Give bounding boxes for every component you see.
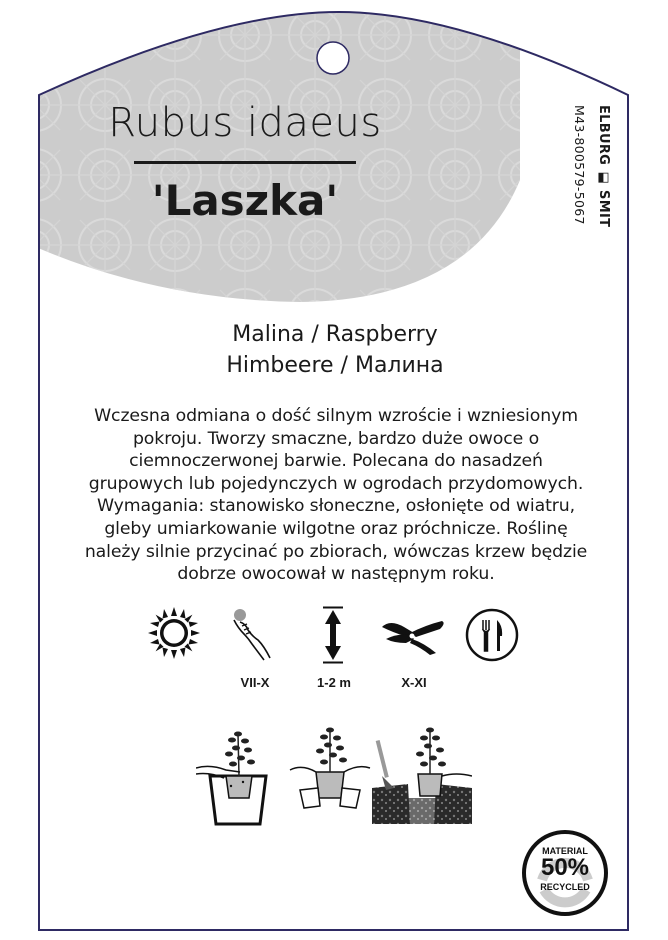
description-line: ciemnoczerwonej barwie. Polecana do nasadzeń [129, 451, 543, 472]
title-divider [134, 161, 356, 164]
height-arrow-icon [320, 606, 346, 664]
description [58, 405, 614, 586]
description-line: Wymagania: stanowisko słoneczne, osłonięte od wiatru, [96, 496, 576, 517]
common-name-line: Himbeere / Малина [226, 353, 444, 378]
cultivar-name: 'Laszka' [151, 176, 339, 225]
plant-in-soil-icon [372, 718, 472, 826]
harvest-caption: VII-X [240, 675, 270, 690]
description-line: grupowych lub pojedynczych w ogrodach przydomowych. [88, 473, 584, 494]
hand-picking-fruit-icon [230, 606, 278, 664]
height-caption: 1-2 m [317, 675, 351, 690]
description-line: pokroju. Tworzy smaczne, bardzo duże owoce o [132, 428, 540, 449]
badge-line: RECYCLED [540, 882, 590, 892]
latin-name: Rubus idaeus [108, 100, 382, 146]
description-line: Wczesna odmiana o dość silnym wzroście i wzniesionym [94, 406, 578, 426]
description-line: gleby umiarkowanie wilgotne oraz próchnicze. Roślinę [104, 518, 568, 539]
brand-name: ELBURG ◧ SMIT [596, 105, 611, 228]
product-code: M43-800579-5067 [572, 105, 587, 225]
hang-hole [317, 42, 349, 74]
pruning-shears-icon [380, 615, 448, 655]
description-line: dobrze owocował w następnym roku. [177, 564, 495, 585]
fork-knife-icon [465, 608, 519, 662]
remove-pot-icon [288, 720, 372, 826]
description-line: należy silnie przycinać po zbiorach, wówczas krzew będzie [84, 541, 588, 562]
badge-line: MATERIAL [542, 846, 588, 856]
pruning-caption: X-XI [401, 675, 427, 690]
soak-pot-icon [196, 720, 280, 826]
sun-icon [148, 607, 200, 659]
common-name-line: Malina / Raspberry [232, 322, 438, 347]
badge-percent: 50% [540, 854, 590, 881]
